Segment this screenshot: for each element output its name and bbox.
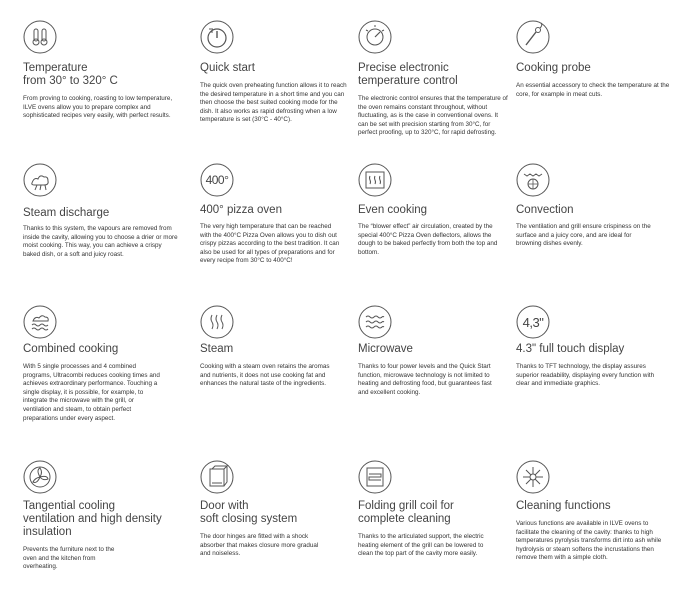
feature-description: Cooking with a steam oven retains the aromas and nutrients, it does not use cooking fat and enhances the natural taste of the ingredients. <box>200 363 330 388</box>
feature-title: Even cooking <box>358 204 428 216</box>
touch-display-icon <box>516 305 550 339</box>
feature-description: From proving to cooking, roasting to low temperature, ILVE ovens allow you to prepare complex and sophisticated recipes very easily, with perfect results. <box>23 95 173 120</box>
feature-title: Precise electronic temperature control <box>358 62 458 87</box>
steam-icon <box>200 305 234 339</box>
steam-discharge-icon <box>23 163 57 197</box>
feature-description: Thanks to four power levels and the Quick Start function, microwave technology is not limited to heating and defrosting food, but guarantees fast and excellent cooking. <box>358 363 492 396</box>
feature-description: Thanks to the articulated support, the electric heating element of the grill can be lowered to clean the top part of the cavity more easily. <box>358 533 484 558</box>
feature-title: Steam discharge <box>23 207 110 219</box>
feature-title: Quick start <box>200 62 255 74</box>
door-icon <box>200 460 234 494</box>
quick-start-icon <box>200 20 234 54</box>
feature-description: The quick oven preheating function allows it to reach the desired temperature in a short time and you can then choose the best suited cooking mode for the dish. It also works as rapid defrosting when a low temperature is set (30°C - 40°C). <box>200 82 347 124</box>
feature-description: Thanks to this system, the vapours are removed from inside the cavity, allowing you to choose a drier or more moist cooking. This way, you can achieve a crispy baked dish, or a soft and juicy roast. <box>23 225 178 258</box>
feature-title: Folding grill coil for complete cleaning <box>358 500 454 525</box>
feature-title: 400° pizza oven <box>200 204 282 216</box>
feature-description: Thanks to TFT technology, the display assures superior readability, displaying every function with clear and immediate graphics. <box>516 363 655 388</box>
feature-title: Tangential cooling ventilation and high density insulation <box>23 500 162 538</box>
thermometer-icon <box>23 20 57 54</box>
feature-description: The very high temperature that can be reached with the 400°C Pizza Oven allows you to dish out crispy pizzas according to the best tradition. It can also be used for all types of preparations and for every recipe from 30°C to 400°C! <box>200 223 340 265</box>
feature-description: Prevents the furniture next to the oven and the kitchen from overheating. <box>23 546 115 571</box>
feature-title: 4.3" full touch display <box>516 343 625 355</box>
feature-description: The “blower effect” air circulation, created by the special 400°C Pizza Oven deflectors, allows the dough to be baked perfectly from both the top and bottom. <box>358 223 498 256</box>
feature-description: With 5 single processes and 4 combined programs, Ultracombi reduces cooking times and achieves extraordinary performance. Touching a single display, it is possible, for example, to integrate the microwave with the grill, or ventilation and steam, to obtain perfect preparations under every aspect. <box>23 363 160 422</box>
feature-description: The ventilation and grill ensure crispiness on the surface and a juicy core, and are ideal for browning dishes evenly. <box>516 223 651 248</box>
touch-display-label: 4,3" <box>522 314 544 330</box>
convection-icon <box>516 163 550 197</box>
microwave-icon <box>358 305 392 339</box>
feature-title: Convection <box>516 204 574 216</box>
feature-description: The electronic control ensures that the temperature of the oven remains constant throughout, without fluctuating, as is the case in conventional ovens. It can be set with precision starting from 30°C, for perfect proofing, up to 320°C, for rapid defrosting. <box>358 95 508 137</box>
feature-title: Microwave <box>358 343 413 355</box>
feature-title: Steam <box>200 343 234 355</box>
combined-cooking-icon <box>23 305 57 339</box>
fan-icon <box>23 460 57 494</box>
feature-title: Cleaning functions <box>516 500 611 512</box>
pizza-400-icon <box>200 163 234 197</box>
cleaning-icon <box>516 460 550 494</box>
feature-title: Cooking probe <box>516 62 591 74</box>
grill-coil-icon <box>358 460 392 494</box>
even-cooking-icon <box>358 163 392 197</box>
dial-icon <box>358 20 392 54</box>
feature-description: Various functions are available in ILVE ovens to facilitate the cleaning of the cavity: thanks to high temperatures pyrolysis transforms dirt into ash while hydrolysis or steam softens the incrustations then remove them with a simple cloth. <box>516 520 662 562</box>
feature-title: Combined cooking <box>23 343 119 355</box>
feature-title: Temperature from 30° to 320° C <box>23 62 118 87</box>
pizza-400-label: 400° <box>205 173 229 187</box>
probe-icon <box>516 20 550 54</box>
feature-description: The door hinges are fitted with a shock absorber that makes closure more gradual and noiseless. <box>200 533 319 558</box>
feature-description: An essential accessory to check the temperature at the core, for example in meat cuts. <box>516 82 670 98</box>
feature-title: Door with soft closing system <box>200 500 298 525</box>
